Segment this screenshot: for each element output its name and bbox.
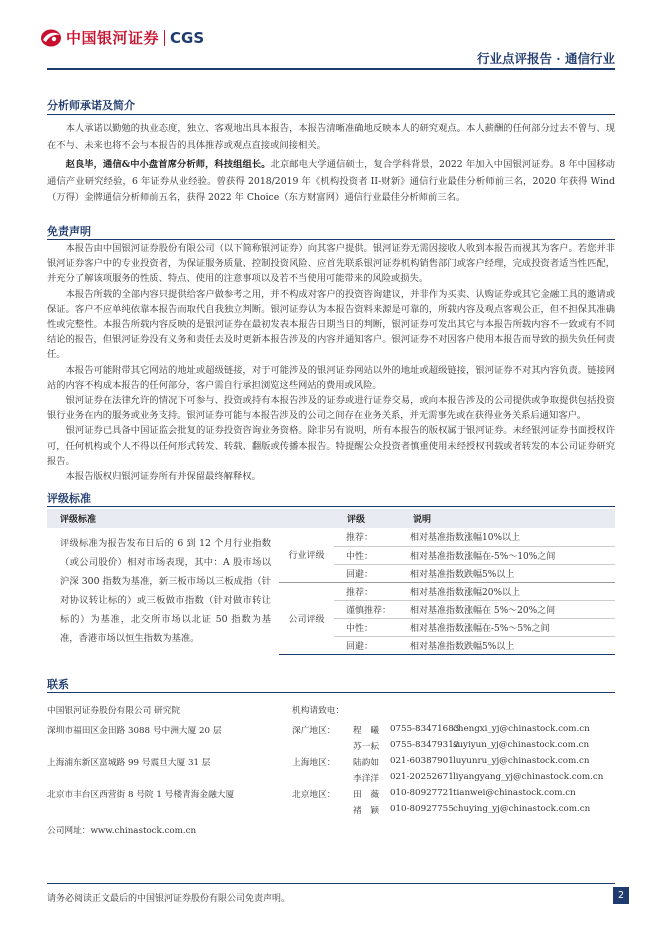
- disclaimer-paragraph: 本报告可能附带其它网站的地址或超级链接，对于可能涉及的银河证券网站以外的地址或超级链接，银河证券不对其内容负责。链接网站的内容不构成本报告的任何部分，客户需自行承担浏览这些网站的费用或风险。: [47, 364, 615, 391]
- contact-name: 李洋洋: [353, 774, 380, 784]
- rating-explain: 相对基准指数涨幅在-5%～10%之间: [400, 546, 615, 564]
- rating-header-level: 评级: [334, 509, 400, 528]
- logo-divider: [164, 30, 165, 46]
- rating-header-blank: [279, 509, 334, 528]
- disclaimer-paragraph: 银河证券在法律允许的情况下可参与、投资或持有本报告涉及的证券或进行证券交易，或向本报告涉及的公司提供或争取提供包括投资银行业务在内的服务或业务支持。银河证券可能与本报告涉及的公司之间存在业务关系，并无需事先或在获得业务关系后通知客户。: [47, 395, 615, 422]
- contact-section-rule: [47, 692, 615, 693]
- contact-phone: 021-20252671: [390, 772, 454, 782]
- region-shanghai: 上海地区：: [292, 758, 336, 768]
- logo-english-name: CGS: [170, 28, 205, 47]
- sales-label: 机构请致电：: [292, 706, 345, 716]
- industry-rating-label: 行业评级: [279, 528, 334, 582]
- contact-phone: 010-80927721: [390, 788, 454, 798]
- galaxy-logo-icon: [40, 28, 62, 48]
- report-type: 行业点评报告 · 通信行业: [476, 51, 615, 66]
- disclaimer-paragraph: 本报告所载的全部内容只提供给客户做参考之用，并不构成对客户的投资咨询建议，并非作为买卖、认购证券或其它金融工具的邀请或保证。客户不应单纯依靠本报告而取代自我独立判断。银河证券认为本报告资料来源是可靠的，所载内容及观点客观公正，但不担保其准确性或完整性。本报告所载内容反映的是银河证券在最初发表本报告日期当日的判断，银河证券可发出其它与本报告所载内容不一致或有不同结论的报告，但银河证券没有义务和责任去及时更新本报告涉及的内容并通知客户。银河证券不对因客户使用本报告而导致的损失负任何责任。: [47, 288, 615, 361]
- contact-name: 褚 颖: [353, 806, 380, 816]
- contact-email[interactable]: chengxi_yj@chinastock.com.cn: [453, 724, 590, 734]
- rating-header-explain: 说明: [400, 509, 615, 528]
- page-number: 2: [613, 887, 629, 904]
- disclaimer-paragraph: 银河证券已具备中国证监会批复的证券投资咨询业务资格。除非另有说明，所有本报告的版权属于银河证券。未经银河证券书面授权许可，任何机构或个人不得以任何形式转发、转载、翻版或传播本报告。特提醒公众投资者慎重使用未经授权刊载或者转发的本公司证券研究报告。: [47, 425, 615, 467]
- company-logo: [40, 27, 204, 48]
- company-rating-label: 公司评级: [279, 582, 334, 654]
- logo-chinese-name: 中国银河证券: [66, 29, 160, 47]
- rating-explain: 相对基准指数涨幅在 5%～20%之间: [400, 600, 615, 618]
- footer-divider: [47, 883, 615, 884]
- analyst-name-title: 赵良毕，通信&中小盘首席分析师，科技组组长。: [65, 159, 271, 171]
- rating-explain: 相对基准指数涨幅10%以上: [400, 528, 615, 546]
- disclaimer-section-title: 免责声明: [47, 225, 91, 238]
- rating-header-standard: 评级标准: [47, 509, 279, 528]
- contact-phone: 010-80927755: [390, 804, 454, 814]
- contact-name: 苏一耘: [353, 742, 380, 752]
- rating-level: 中性：: [334, 546, 400, 564]
- analyst-section: [47, 121, 615, 207]
- rating-level: 中性：: [334, 618, 400, 636]
- contact-email[interactable]: tianwei@chinastock.com.cn: [453, 788, 576, 798]
- research-institute: 中国银河证券股份有限公司 研究院: [47, 706, 181, 716]
- address-shanghai: 上海浦东新区富城路 99 号震旦大厦 31 层: [47, 758, 211, 768]
- analyst-bio: 北京邮电大学通信硕士，复合学科背景，2022 年加入中国银河证券。8 年中国移动通信产业研究经验，6 年证券从业经验。曾获得 2018/2019 年《机构投资者 II-财新》通信行业最佳分析师前三名，2020 年获得 Wind（万得）金牌通信分析师前五名，获得 2022 年 Choice（东方财富网）通信行业最佳分析师前三名。: [47, 159, 615, 204]
- rating-level: 回避：: [334, 564, 400, 582]
- rating-level: 回避：: [334, 636, 400, 654]
- region-beijing: 北京地区：: [292, 790, 336, 800]
- company-website[interactable]: 公司网址：www.chinastock.com.cn: [47, 826, 197, 836]
- contact-phone: 0755-83479312: [390, 740, 460, 750]
- contact-section-title: 联系: [47, 678, 69, 691]
- address-shenzhen: 深圳市福田区金田路 3088 号中洲大厦 20 层: [47, 726, 222, 736]
- rating-table-wrapper: [47, 509, 615, 655]
- contact-section: [47, 700, 615, 840]
- rating-explain: 相对基准指数涨幅20%以上: [400, 582, 615, 600]
- contact-email[interactable]: luyunru_yj@chinastock.com.cn: [453, 756, 590, 766]
- header-divider: [47, 68, 615, 70]
- footer-disclaimer-note: 请务必阅读正文最后的中国银河证券股份有限公司免责声明。: [47, 894, 291, 904]
- page-header: [0, 0, 662, 90]
- rating-description: 评级标准为报告发布日后的 6 到 12 个月行业指数（或公司股价）相对市场表现，其中：A 股市场以沪深 300 指数为基准，新三板市场以三板成指（针对协议转让标的）或三板做市指数（针对做市转让标的）为基准，北交所市场以北证 50 指数为基准，香港市场以恒生指数为基准。: [60, 538, 271, 644]
- address-beijing: 北京市丰台区西营街 8 号院 1 号楼青海金融大厦: [47, 790, 235, 800]
- disclaimer-body: [47, 241, 615, 484]
- contact-email[interactable]: chuying_yj@chinastock.com.cn: [453, 804, 591, 814]
- contact-phone: 0755-83471683: [390, 724, 460, 734]
- disclaimer-paragraph: 本报告版权归银河证券所有并保留最终解释权。: [65, 471, 261, 483]
- rating-table: [47, 509, 615, 655]
- rating-level: 推荐：: [334, 582, 400, 600]
- contact-email[interactable]: liyangyang_yj@chinastock.com.cn: [453, 772, 604, 782]
- analyst-promise: 本人承诺以勤勉的执业态度，独立、客观地出具本报告，本报告清晰准确地反映本人的研究观点。本人薪酬的任何部分过去不曾与、现在不与、未来也将不会与本报告的具体推荐或观点直接或间接相关。: [47, 123, 615, 151]
- rating-level: 推荐：: [334, 528, 400, 546]
- rating-section-rule: [47, 506, 615, 507]
- rating-explain: 相对基准指数涨幅在-5%～5%之间: [400, 618, 615, 636]
- contact-phone: 021-60387901: [390, 756, 454, 766]
- analyst-section-rule: [47, 114, 615, 115]
- rating-explain: 相对基准指数跌幅5%以上: [400, 636, 615, 654]
- disclaimer-paragraph: 本报告由中国银河证券股份有限公司（以下简称银河证券）向其客户提供。银河证券无需因接收人收到本报告而视其为客户。若您并非银河证券客户中的专业投资者，为保证服务质量、控制投资风险、应首先联系银河证券机构销售部门或客户经理，完成投资者适当性匹配，并充分了解该项服务的性质、特点、使用的注意事项以及若不当使用可能带来的风险或损失。: [47, 243, 615, 285]
- rating-level: 谨慎推荐：: [334, 600, 400, 618]
- contact-email[interactable]: suyiyun_yj@chinastock.com.cn: [453, 740, 590, 750]
- analyst-section-title: 分析师承诺及简介: [47, 99, 135, 112]
- table-row: [47, 528, 615, 546]
- contact-name: 田 薇: [353, 790, 380, 800]
- contact-name: 程 曦: [353, 726, 380, 736]
- region-shenzhen: 深广地区：: [292, 726, 336, 736]
- analyst-bio-paragraph: [47, 157, 615, 207]
- rating-header-row: [47, 509, 615, 528]
- rating-explain: 相对基准指数跌幅5%以上: [400, 564, 615, 582]
- contact-name: 陆韵如: [353, 758, 380, 768]
- disclaimer-section-rule: [47, 239, 615, 240]
- rating-section-title: 评级标准: [47, 492, 91, 505]
